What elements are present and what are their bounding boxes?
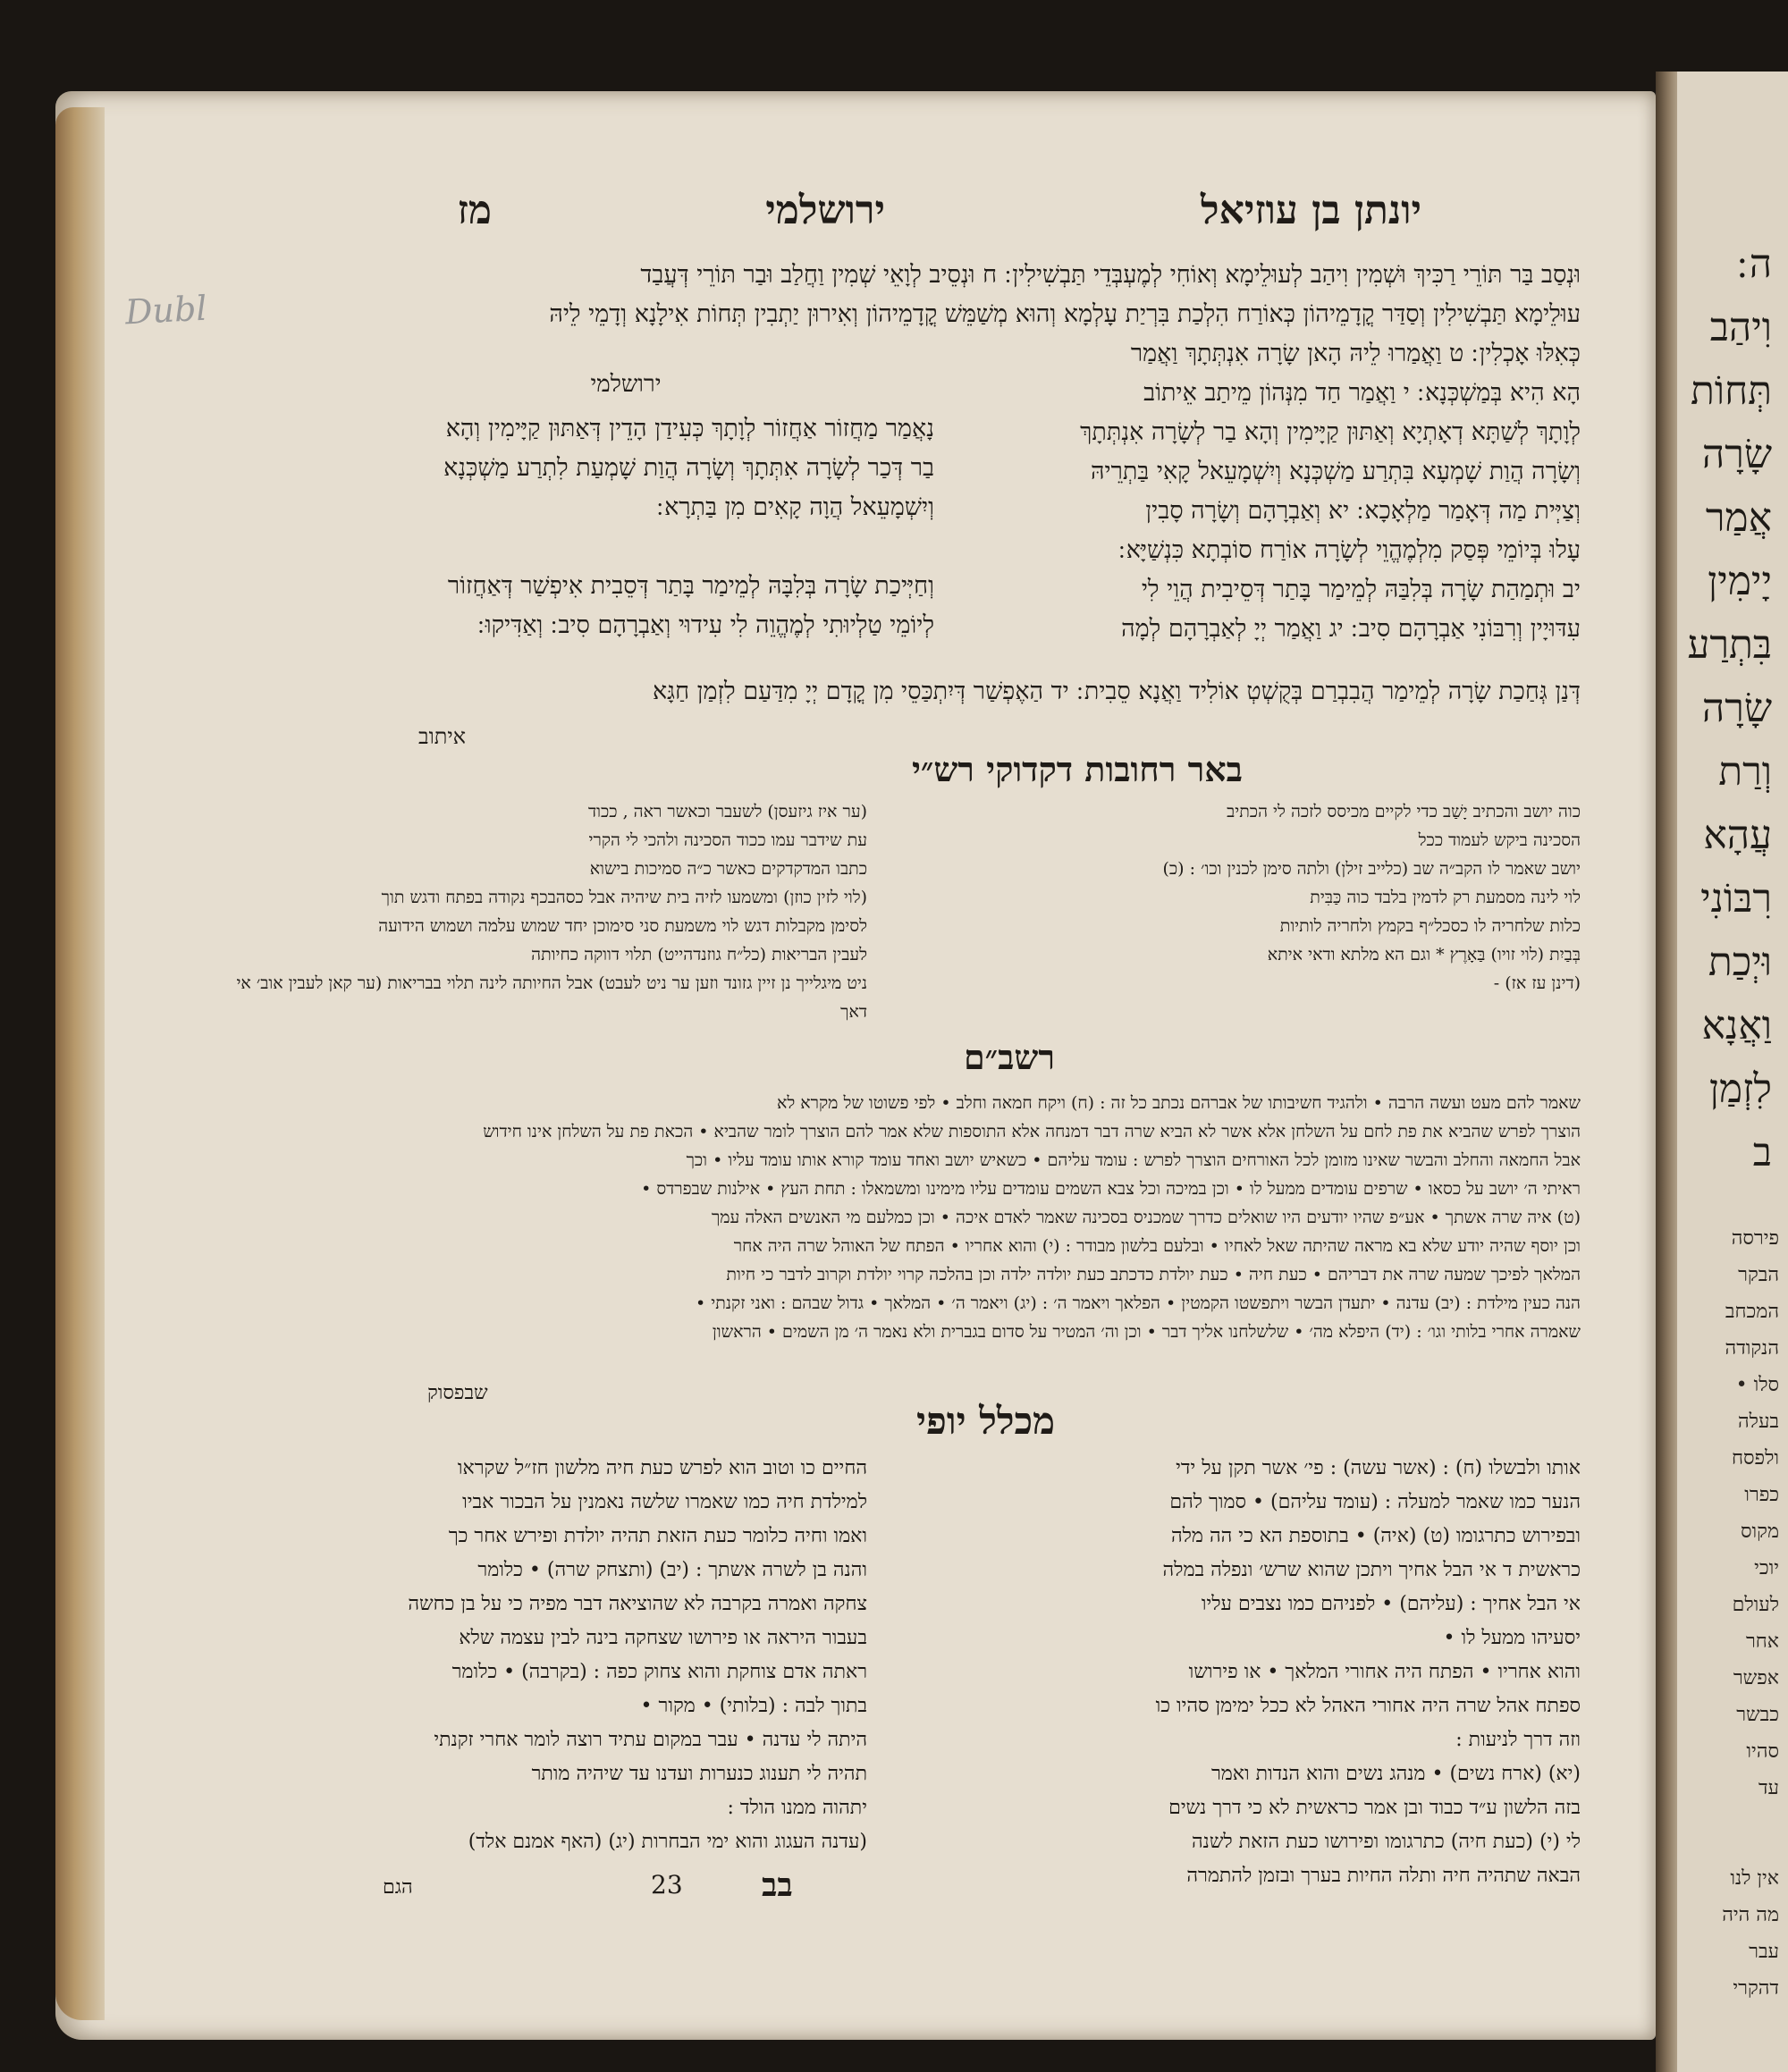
commentary-line: כלות שלחריה לו כסכל״ף בקמץ ולחריה לותיות: [1279, 916, 1581, 936]
commentary-line: יושב שאמר לו הקב״ה שב (כלייב זילן) ולתה סימן לכנין וכו׳ : (כ): [1162, 859, 1581, 879]
commentary-line: וזה דרך לניעות :: [1455, 1729, 1581, 1751]
commentary-line: עת שידבר עמו ככוד הסכינה ולהכי לי הקרי: [588, 830, 867, 850]
commentary-line: הסכינה ביקש לעמוד ככל: [1418, 830, 1581, 850]
yerushalmi-line: וְחַיְּיכַת שָׂרָה בְּלִבָּהּ לְמֵימַר בָּתַר דְּסֵבִית אִיפְשַׁר דְּאַחֲזוֹר: [447, 572, 934, 600]
commentary-line: והנה בן לשרה אשתך : (יב) (ותצחק שרה) • כלומר: [477, 1559, 867, 1581]
commentary-line: אי הבל אחיך : (עליהם) • לפניהם כמו נצבים עליו: [1201, 1593, 1581, 1615]
commentary-line: (ער איז גיזעסן) לשעבר וכאשר ראה , ככוד: [587, 802, 867, 821]
header-title: יונתן בן עוזיאל: [1200, 188, 1421, 233]
page-number: מז: [457, 188, 492, 233]
facing-page: [1677, 72, 1788, 2072]
header-center-title: ירושלמי: [765, 188, 885, 233]
facing-page-line: הנקודה: [1725, 1337, 1779, 1360]
facing-page-line: עבר: [1749, 1941, 1779, 1963]
beer-left-column: [236, 797, 867, 1026]
commentary-line: תהיה לי תענוג כנערות ועדנו עד שיהיה מותר: [531, 1763, 867, 1785]
commentary-line: בתוך לבה : (בלותי) • מקור •: [640, 1695, 867, 1717]
commentary-line: החיים כו וטוב הוא לפרש כעת חיה מלשון חז״ל שקראו: [457, 1457, 867, 1479]
facing-page-line: כפרו: [1744, 1484, 1779, 1506]
commentary-line: לסימן מקבלות דגש לוי משמעת סני סימוכן יחד שמוש עלמה ושמוש הידועה: [378, 916, 867, 936]
facing-page-line: אחר: [1745, 1630, 1779, 1653]
facing-page-line: וִיהַב: [1709, 305, 1772, 350]
yerushalmi-line: וְיִשְׁמָעֵאל הֲוָה קָאִים מִן בַּתְרָא ׃: [656, 493, 934, 521]
commentary-line: הוצרך לפרש שהביא את פת לחם על השלחן אלא אשר לא הביא שרה דבר דמנחה אלא התוספות שלא אמר להם הוצרך לומר שהביא • הכאת פת על השלחן אינו חידוש: [483, 1122, 1581, 1141]
facing-page-line: אין לנו: [1730, 1867, 1779, 1890]
targum-line: וְצַיְּית מַה דְּאָמַר מַלְאָכָא ׃ יא וְאַבְרָהָם וְשָׂרָה סָבִין: [1145, 497, 1581, 525]
targum-line: כְּאִלּוּ אָכְלִין ׃ ט וַאֲמַרוּ לֵיהּ הָאן שָׂרָה אִנְתְּתָךְ וַאֲמַר: [1130, 340, 1581, 367]
facing-page-line: בעלה: [1738, 1411, 1779, 1433]
yerushalmi-line: לְיוֹמֵי טַלְיוּתִי לְמֶהֱוֵה לִי עִידוּי וְאַבְרָהָם סִיב ׃ וְאַדִּיקוּ ׃: [477, 611, 934, 639]
signature-mark: בב: [762, 1866, 793, 1904]
commentary-line: שאמר להם מעט ועשה הרבה • ולהגיד חשיבותו של אברהם נכתב כל זה : (ח) ויקח חמאה וחלב • לפי פשוטו של מקרא לא: [776, 1093, 1581, 1113]
commentary-line: יתהוה ממנו הולד :: [727, 1797, 867, 1819]
facing-page-line: ולפסח: [1732, 1447, 1779, 1470]
facing-page-small-text: [1677, 1184, 1788, 1807]
catchword: שבפסוק: [427, 1382, 488, 1404]
michlal-yofi-right-column: [874, 1452, 1581, 1893]
facing-page-line: אֲמַר: [1705, 495, 1772, 541]
beer-right-column: [874, 797, 1581, 998]
targum-line: דְּנַן גְּחַכַת שָׂרָה לְמֵימַר הֲבִבְרַם בְּקֻשְׁטְ אוֹלִיד וַאֲנָא סֵבִית ׃ יד הַאֶפְשַׁר דְּיִתְכַּסֵי מִן קֳדָם יְיָ מִדַּעַם לִזְמַן חַגָּא: [652, 678, 1581, 705]
commentary-line: כוה יושב והכתיב יָשַׁב כדי לקיים מכיסס לזכה לי הכתיב: [1227, 802, 1581, 821]
facing-page-line: עֲהָא: [1703, 813, 1772, 858]
commentary-line: ראתה אדם צוחקת והוא צחוק כפה : (בקרבה) • כלומר: [451, 1661, 867, 1683]
commentary-line: כתבו המדקדקים כאשר כ״ה סמיכות בישוא: [589, 859, 867, 879]
yerushalmi-line: בַר דְּכַר לְשָׂרָה אִתְּתָךְ וְשָׂרָה הֲוַת שָׁמְעַת לִתְרַע מַשְׁכְּנָא: [443, 454, 934, 482]
targum-bottom: [311, 672, 1581, 712]
targum-line: לְוָתָךְ לְשַׁתָּא דְאָתְיָא וְאַתּוּן קַיָּימִין וְהָא בַר לְשָׂרָה אִנְתְּתָךְ: [1080, 418, 1581, 446]
targum-line: עוּלֵימָא תַּבְשִׁילִין וְסַדַּר קֳדָמֵיהוֹן כְּאוֹרַח הִלְכַת בִּרְיַת עָלְמָא וְהוּא מְשַׁמֵּשׁ קֳדָמֵיהוֹן וְאִירוּן יַתְבִין תְּחוֹת אִילָנָא וְדָמֵי לֵיהּ: [549, 300, 1581, 328]
commentary-line: אבל החמאה והחלב והבשר שאינו מזומן לכל האורחים הוצרך לפרש : עומד עליהם • כשאיש יושב ואחד עומד קורא אותו עומד עליו • וכך: [686, 1150, 1581, 1170]
commentary-line: היתה לי עדנה • עבר במקום עתיד רוצה לומר אחרי זקנתי: [434, 1729, 867, 1751]
targum-right-column: [937, 334, 1581, 649]
targum-top: [311, 256, 1581, 334]
targum-line: הָא הִיא בְּמַשְׁכְּנָא ׃ י וַאֲמַר חַד מִנְּהוֹן מֵיתַב אֵיתוֹב: [1143, 379, 1581, 407]
commentary-line: הנה כעין מילדת : (יב) עדנה • יתעדן הבשר ויתפשטו הקמטין • הפלאך ויאמר ה׳ : (יג) ויאמר ה׳ • המלאך • גדול שבהם : ואני זקנתי •: [696, 1293, 1581, 1313]
commentary-line: ספתח אהל שרה היה אחורי האהל לא ככל ימימן סהיו כו: [1155, 1695, 1581, 1717]
commentary-line: לי (י) (כעת חיה) כתרגומו ופירושו כעת הזאת לשנה: [1192, 1831, 1581, 1853]
michlal-yofi-left-column: [313, 1452, 867, 1859]
facing-page-line: לעולם: [1732, 1594, 1779, 1616]
commentary-line: יסעיהו ממעל לו •: [1443, 1627, 1581, 1649]
facing-page-line: תְּחוֹת: [1691, 368, 1772, 414]
section-title-beer-rechovot: באר רחובות דקדוקי רש״י: [911, 749, 1243, 789]
sheet-number: 23: [651, 1870, 683, 1899]
facing-page-line: המכחב: [1725, 1301, 1779, 1323]
rashbam-commentary: [311, 1089, 1581, 1346]
facing-page-line: ב: [1752, 1130, 1772, 1175]
commentary-line: בעבור היראה או פירושו שצחקה בינה לבין עצמה שלא: [459, 1627, 867, 1649]
facing-page-line: דהקרי: [1733, 1977, 1779, 2000]
facing-page-line: לִזְמַן: [1708, 1066, 1772, 1112]
targum-line: יב וּתְמַהַת שָׂרָה בְּלִבַּהּ לְמֵימַר בָּתַר דְּסֵיבִית הֲוֵי לִי: [1141, 576, 1581, 603]
commentary-line: המלאך לפיכך שמעה שרה את דבריהם • כעת חיה • כעת יולדת כדכתב כעת יולדה ילדה וכן בהלכה קרוי יולדת וקרוב לדבר כי חיות: [726, 1265, 1581, 1284]
facing-page-line: פירסה: [1731, 1227, 1779, 1250]
targum-line: וְשָׂרָה הֲוַת שָׁמְעָא בִּתְרַע מַשְׁכְּנָא וְיִשְׁמָעֵאל קָאִי בַּתְרֵיהּ: [1090, 458, 1581, 485]
commentary-line: (דינן עז אז) -: [1493, 973, 1581, 993]
commentary-line: (ט) איה שרה אשתך • אע״פ שהיו יודעים היו שואלים כדרך שמכניס בסכינה שאמר לאדם איכה • וכן כמלעם מי האנשים האלה עמך: [711, 1208, 1581, 1227]
commentary-line: וכן יוסף שהיה יודע שלא בא מראה שהיתה שאל לאחיו • ובלעם בלשון מבודר : (י) והוא אחריו • הפתח של האוהל שרה היה אחר: [733, 1236, 1581, 1256]
facing-page-line: הבקר: [1738, 1264, 1779, 1286]
section-title-michlal-yofi: מכלל יופי: [916, 1399, 1055, 1443]
commentary-line: ובפירוש כתרגומו (ט) (איה) • בתוספת הא כי הה מלה: [1170, 1525, 1581, 1547]
commentary-line: שאמרה אחרי בלותי וגו׳ : (יד) היפלא מה׳ • שלשלחנו אליך דבר • וכן וה׳ המטיר על סדום בגברית ולא נאמר ה׳ מן השמים • הראשון: [712, 1322, 1581, 1342]
facing-page-line: שָׂרָה: [1701, 686, 1772, 731]
facing-page-line: מה היה: [1722, 1904, 1779, 1926]
section-title-rashbam: רשב״ם: [963, 1037, 1055, 1077]
commentary-line: לעבין הבריאות (כל״ח גוזנדהייט) תלוי דווקה כחיותה: [531, 945, 867, 964]
commentary-line: ואמו וחיה כלומר כעת הזאת תהיה יולדת ופירש אחר כך: [448, 1525, 867, 1547]
commentary-line: (לוי לזין כוזן) ומשמעו לזיה בית שיהיה אבל כסהבכף נקודה בפתח ודגש תוך: [381, 888, 867, 907]
commentary-line: בזה הלשון ע״ד כבוד ובן אמר כראשית לא כי דרך נשים: [1168, 1797, 1581, 1819]
commentary-line: (יא) (ארח נשים) • מנהג נשים והוא הנדות ואמר: [1210, 1763, 1581, 1785]
facing-page-line: יוכי: [1754, 1557, 1779, 1579]
facing-page-line: מקוס: [1741, 1520, 1779, 1543]
yerushalmi-label: ירושלמי: [590, 371, 662, 398]
facing-page-line: עד: [1758, 1777, 1779, 1799]
targum-line: עָלוּ בְּיוֹמֵי פְּסַק מִלְמֶהֱוֵי לְשָׂרָה אוֹרַח סוֹבְתָא כִּנְשַׁיָּא ׃: [1118, 536, 1581, 564]
commentary-line: (עדנה העגוג והוא ימי הבחרות (יג) (האף אמנם אלד): [468, 1831, 867, 1853]
facing-page-large-text: [1677, 72, 1788, 1184]
yerushalmi-column: [317, 365, 934, 645]
commentary-line: אותו ולבשלו (ח) : (אשר עשה) : פי׳ אשר תקן על ידי: [1176, 1457, 1581, 1479]
facing-page-line: וְרַת: [1718, 749, 1772, 795]
catchword: איתוב: [418, 724, 467, 749]
facing-page-line: בִּתְרַע: [1687, 622, 1772, 668]
commentary-line: כראשית ד אי הבל אחיך ויתכן שהוא שרש׳ ונפלה במלה: [1162, 1559, 1581, 1581]
facing-page-line: כבשר: [1736, 1704, 1779, 1726]
commentary-line: בְּבַיִת (לוי זויו) בַּאָרֶץ * וגם הא מלתא ודאי איתא: [1267, 945, 1581, 964]
page-edge: [55, 107, 105, 2020]
commentary-line: לוי לינה מסמעת רק לדמין בלבד כוה כַּבִּית: [1310, 888, 1581, 907]
facing-page-line: ה ׃: [1736, 241, 1772, 287]
commentary-line: דאך: [840, 1002, 867, 1022]
handwritten-margin-note: Dubl: [123, 288, 208, 333]
facing-page-line: סהיו: [1746, 1740, 1779, 1763]
facing-page-line: סלו •: [1735, 1374, 1779, 1396]
commentary-line: הנער כמו שאמר למעלה : (עומד עליהם) • סמוך להם: [1169, 1491, 1581, 1513]
commentary-line: ניט מיגלייך נן זיין גזונד וזען ער ניט לעבט) אבל החיותה לינה תלוי בבריאות (ער קאן לעבין אוב׳ אי: [236, 973, 867, 993]
facing-page-line: וּיְכַת: [1708, 939, 1772, 985]
facing-page-line: וַאֲנָא: [1701, 1003, 1772, 1049]
book-gutter: [1656, 72, 1677, 2072]
commentary-line: ראיתי ה׳ יושב על כסאו • שרפים עומדים ממעל לו • וכן במיכה וכל צבא השמים עומדים עליו מימינו ומשמאלו : תחת העץ • אילנות שבפרדס •: [641, 1179, 1581, 1199]
commentary-line: והוא אחריו • הפתח היה אחורי המלאך • או פירושו: [1188, 1661, 1581, 1683]
commentary-line: הבאה שתהיה חיה ותלה החיות בערך ובזמן להתמרה: [1186, 1865, 1581, 1887]
commentary-line: צחקה ואמרה בקרבה לא שהוציאה דבר מפיה כי על בן כחשה: [408, 1593, 867, 1615]
yerushalmi-line: נָאֲמַר מַחֲזוֹר אַחֲזוֹר לְוָתָךְ כְּעִידַן הָדֵין דְּאַתּוּן קַיָּימִין וְהָא: [445, 415, 934, 442]
facing-page-small-text-2: [1677, 1807, 1788, 2007]
commentary-line: למילדת חיה כמו שאמרו שלשה נאמנין על הבכור אביו: [462, 1491, 867, 1513]
targum-line: עִדּוּיָין וְרִבּוֹנִי אַבְרָהָם סִיב ׃ יג וַאֲמַר יְיָ לְאַבְרָהָם לְמָה: [1121, 615, 1581, 643]
facing-page-line: שָׂרָה: [1701, 432, 1772, 477]
facing-page-line: רִבּוֹנִי: [1700, 876, 1772, 922]
targum-line: וּנְסַב בַּר תּוֹרֵי רַכִּיךְ וּשְׁמִין וִיהַב לְעוּלֵימָא וְאוֹחִי לְמֶעְבְּדֵי תַּבְשִׁילִין ׃ ח וּנְסֵיב לְוָאֵי שְׁמִין וַחֲלַב וּבַר תּוֹרֵי דְּעֲבַד: [640, 261, 1581, 289]
facing-page-line: אפשר: [1733, 1667, 1779, 1689]
facing-page-line: יָימִין: [1708, 559, 1772, 604]
footer-catchword: הגם: [383, 1876, 413, 1899]
